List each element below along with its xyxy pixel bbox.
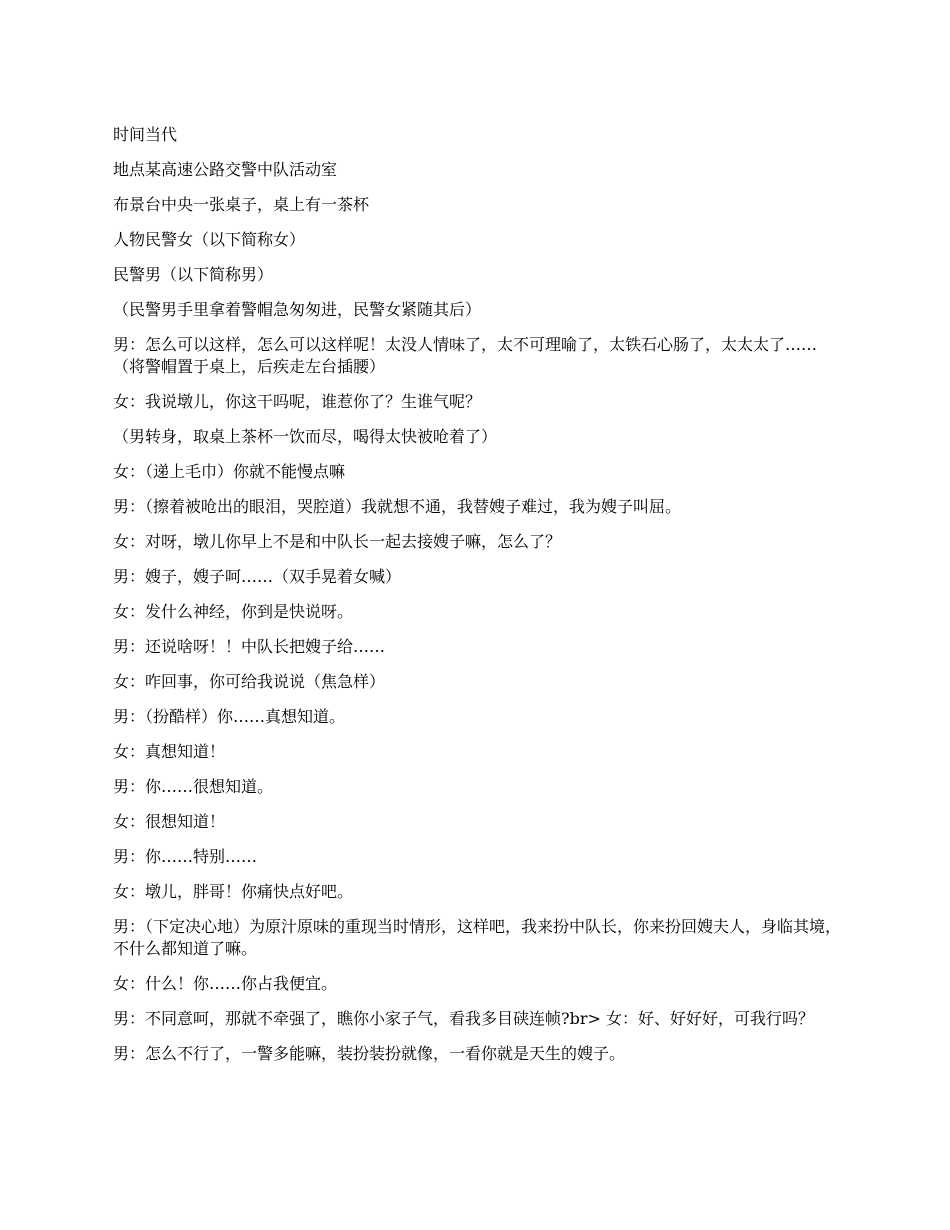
dialogue-line: 女：（递上毛巾）你就不能慢点嘛 <box>113 462 346 481</box>
dialogue-line: 女：什么！你……你占我便宜。 <box>113 974 338 993</box>
stage-direction: （男转身，取桌上茶杯一饮而尽，喝得太快被呛着了） <box>113 427 498 446</box>
dialogue-line: 女：墩儿，胖哥！你痛快点好吧。 <box>113 882 354 901</box>
dialogue-line: 男：你……很想知道。 <box>113 777 274 796</box>
paragraph-location: 地点某高速公路交警中队活动室 <box>113 160 338 179</box>
paragraph-characters: 人物民警女（以下简称女） <box>113 230 306 249</box>
stage-direction: （民警男手里拿着警帽急匆匆进，民警女紧随其后） <box>113 300 482 319</box>
dialogue-line: 男：怎么可以这样，怎么可以这样呢！太没人情味了，太不可理喻了，太铁石心肠了，太太太了……（将警帽置于桌上，后疾走左台插腰） <box>113 335 818 376</box>
dialogue-line: 女：很想知道！ <box>113 812 226 831</box>
dialogue-line: 女：咋回事，你可给我说说（焦急样） <box>113 672 386 691</box>
paragraph-time: 时间当代 <box>113 125 178 144</box>
paragraph-setting: 布景台中央一张桌子，桌上有一茶杯 <box>113 195 370 214</box>
dialogue-line: 女：发什么神经，你到是快说呀。 <box>113 602 354 621</box>
dialogue-line: 男：你……特别…… <box>113 847 258 866</box>
paragraph-characters-male: 民警男（以下简称男） <box>113 265 274 284</box>
dialogue-line: 女：对呀，墩儿你早上不是和中队长一起去接嫂子嘛，怎么了？ <box>113 532 562 551</box>
script-text-body <box>113 124 843 1078</box>
dialogue-line: 女：我说墩儿，你这干吗呢，谁惹你了？生谁气呢？ <box>113 392 482 411</box>
dialogue-line: 男：（下定决心地）为原汁原味的重现当时情形，这样吧，我来扮中队长，你来扮回嫂夫人，身临其境，不什么都知道了嘛。 <box>113 917 842 958</box>
dialogue-line: 男：（扮酷样）你……真想知道。 <box>113 707 346 726</box>
dialogue-line: 男：嫂子，嫂子呵……（双手晃着女喊） <box>113 567 402 586</box>
dialogue-line: 男：不同意呵，那就不牵强了，瞧你小家子气，看我多目硖连帧?br> 女：好、好好好，可我行吗？ <box>113 1009 814 1028</box>
dialogue-line: 男：还说啥呀！！中队长把嫂子给…… <box>113 637 386 656</box>
dialogue-line: 女：真想知道！ <box>113 742 226 761</box>
dialogue-line: 男：怎么不行了，一警多能嘛，装扮装扮就像，一看你就是天生的嫂子。 <box>113 1044 626 1063</box>
dialogue-line: 男：（擦着被呛出的眼泪，哭腔道）我就想不通，我替嫂子难过，我为嫂子叫屈。 <box>113 497 682 516</box>
